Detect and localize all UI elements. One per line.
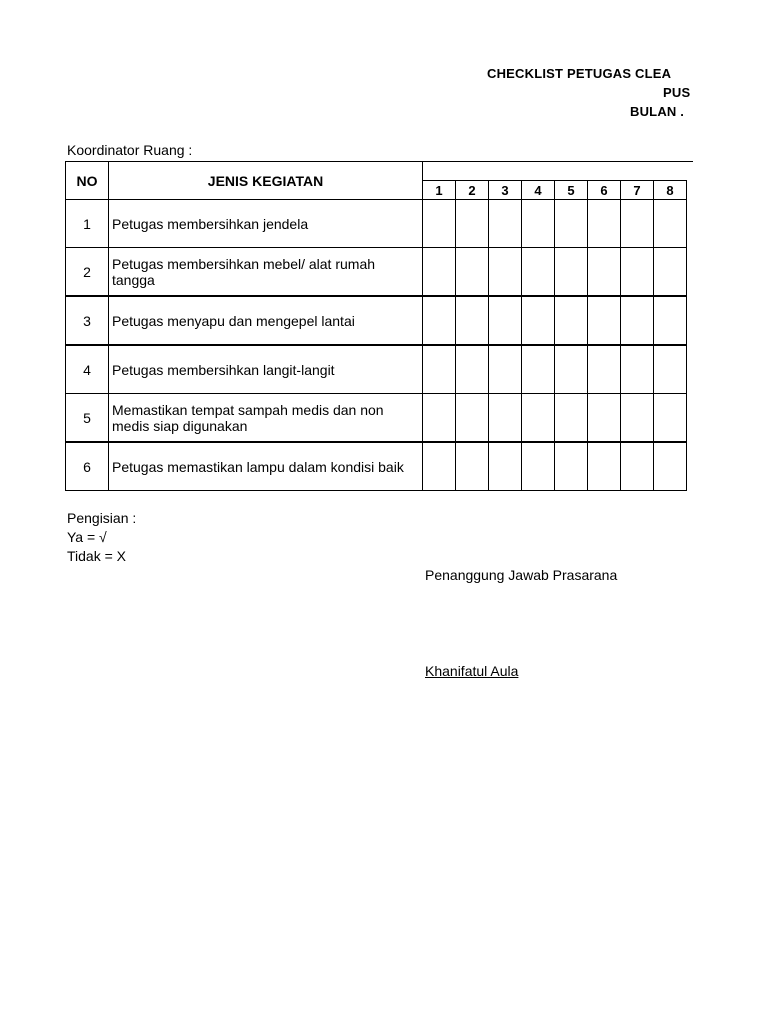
check-cell[interactable]	[620, 247, 654, 296]
legend-ya: Ya = √	[67, 529, 107, 545]
title-line-3: BULAN .	[630, 104, 685, 119]
check-cell[interactable]	[653, 393, 687, 442]
check-cell[interactable]	[653, 296, 687, 345]
check-cell[interactable]	[488, 442, 522, 491]
check-cell[interactable]	[653, 345, 687, 394]
row-activity: Petugas memastikan lampu dalam kondisi baik	[108, 442, 423, 491]
check-cell[interactable]	[521, 393, 555, 442]
legend-tidak: Tidak = X	[67, 548, 127, 564]
header-activity: JENIS KEGIATAN	[108, 161, 423, 200]
row-number: 3	[65, 296, 109, 345]
check-cell[interactable]	[521, 199, 555, 248]
check-cell[interactable]	[554, 442, 588, 491]
check-cell[interactable]	[587, 247, 621, 296]
check-cell[interactable]	[488, 199, 522, 248]
title-line-1: CHECKLIST PETUGAS CLEA	[487, 66, 672, 81]
check-cell[interactable]	[554, 199, 588, 248]
check-cell[interactable]	[422, 442, 456, 491]
check-cell[interactable]	[521, 442, 555, 491]
day-header-1: 1	[422, 180, 456, 200]
check-cell[interactable]	[422, 393, 456, 442]
day-header-5: 5	[554, 180, 588, 200]
check-cell[interactable]	[620, 442, 654, 491]
row-activity: Petugas menyapu dan mengepel lantai	[108, 296, 423, 345]
check-cell[interactable]	[488, 393, 522, 442]
day-header-6: 6	[587, 180, 621, 200]
check-cell[interactable]	[620, 199, 654, 248]
check-cell[interactable]	[521, 296, 555, 345]
check-cell[interactable]	[620, 296, 654, 345]
signature-role: Penanggung Jawab Prasarana	[425, 567, 618, 583]
check-cell[interactable]	[653, 247, 687, 296]
check-cell[interactable]	[488, 345, 522, 394]
row-number: 2	[65, 247, 109, 296]
check-cell[interactable]	[422, 247, 456, 296]
legend-title: Pengisian :	[67, 510, 137, 526]
check-cell[interactable]	[587, 393, 621, 442]
check-cell[interactable]	[488, 296, 522, 345]
row-activity: Petugas membersihkan mebel/ alat rumah tangga	[108, 247, 423, 296]
day-header-3: 3	[488, 180, 522, 200]
check-cell[interactable]	[521, 247, 555, 296]
check-cell[interactable]	[422, 296, 456, 345]
row-number: 5	[65, 393, 109, 442]
check-cell[interactable]	[455, 247, 489, 296]
day-header-2: 2	[455, 180, 489, 200]
check-cell[interactable]	[587, 199, 621, 248]
check-cell[interactable]	[587, 345, 621, 394]
check-cell[interactable]	[521, 345, 555, 394]
row-number: 4	[65, 345, 109, 394]
day-header-7: 7	[620, 180, 654, 200]
day-header-4: 4	[521, 180, 555, 200]
row-number: 6	[65, 442, 109, 491]
signature-name: Khanifatul Aula	[425, 663, 519, 679]
check-cell[interactable]	[554, 296, 588, 345]
check-cell[interactable]	[455, 199, 489, 248]
check-cell[interactable]	[455, 296, 489, 345]
row-activity: Memastikan tempat sampah medis dan non medis siap digunakan	[108, 393, 423, 442]
title-line-2: PUS	[663, 85, 691, 100]
check-cell[interactable]	[653, 199, 687, 248]
check-cell[interactable]	[554, 247, 588, 296]
header-top-border	[422, 161, 693, 162]
koordinator-label: Koordinator Ruang :	[67, 142, 193, 158]
day-header-8: 8	[653, 180, 687, 200]
check-cell[interactable]	[587, 296, 621, 345]
row-activity: Petugas membersihkan langit-langit	[108, 345, 423, 394]
check-cell[interactable]	[620, 393, 654, 442]
check-cell[interactable]	[620, 345, 654, 394]
check-cell[interactable]	[653, 442, 687, 491]
check-cell[interactable]	[587, 442, 621, 491]
check-cell[interactable]	[455, 345, 489, 394]
check-cell[interactable]	[554, 345, 588, 394]
row-number: 1	[65, 199, 109, 248]
check-cell[interactable]	[554, 393, 588, 442]
check-cell[interactable]	[455, 442, 489, 491]
check-cell[interactable]	[455, 393, 489, 442]
header-no: NO	[65, 161, 109, 200]
row-activity: Petugas membersihkan jendela	[108, 199, 423, 248]
check-cell[interactable]	[488, 247, 522, 296]
check-cell[interactable]	[422, 199, 456, 248]
check-cell[interactable]	[422, 345, 456, 394]
